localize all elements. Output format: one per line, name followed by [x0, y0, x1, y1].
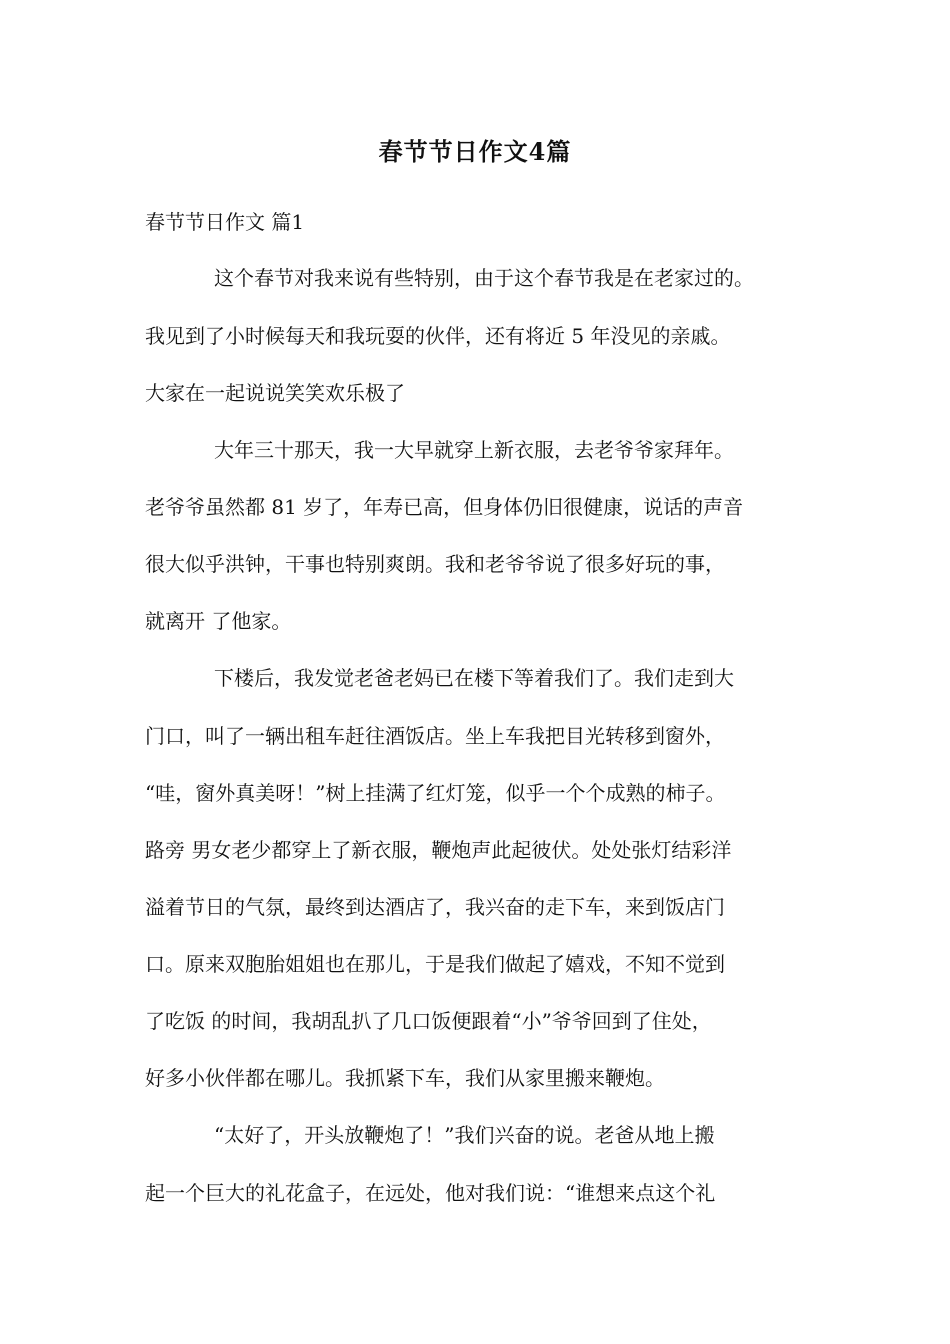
paragraph-line: 门口，叫了一辆出租车赶往酒饭店。坐上车我把目光转移到窗外，	[145, 724, 725, 748]
paragraph-line: 溢着节日的气氛，最终到达酒店了，我兴奋的走下车，来到饭店门	[145, 895, 725, 919]
paragraph-line: 起一个巨大的礼花盒子，在远处，他对我们说：“谁想来点这个礼	[145, 1181, 716, 1205]
document-title: 春节节日作文4篇	[378, 137, 572, 166]
paragraph-line: 路旁 男女老少都穿上了新衣服，鞭炮声此起彼伏。处处张灯结彩洋	[145, 838, 732, 862]
paragraph-line: 大家在一起说说笑笑欢乐极了	[145, 381, 405, 405]
paragraph-line: 好多小伙伴都在哪儿。我抓紧下车，我们从家里搬来鞭炮。	[145, 1066, 665, 1090]
paragraph-line: 了吃饭 的时间，我胡乱扒了几口饭便跟着“小”爷爷回到了住处，	[145, 1009, 712, 1033]
paragraph-line: 很大似乎洪钟，干事也特别爽朗。我和老爷爷说了很多好玩的事，	[145, 552, 725, 576]
paragraph-line: 口。原来双胞胎姐姐也在那儿，于是我们做起了嬉戏，不知不觉到	[145, 952, 725, 976]
paragraph-line: 老爷爷虽然都 81 岁了，年寿已高，但身体仍旧很健康，说话的声音	[145, 495, 744, 519]
paragraph-line: “哇，窗外真美呀！”树上挂满了红灯笼，似乎一个个成熟的柿子。	[145, 781, 726, 805]
paragraph-line: “太好了，开头放鞭炮了！”我们兴奋的说。老爸从地上搬	[214, 1123, 715, 1147]
paragraph-line: 我见到了小时候每天和我玩耍的伙伴，还有将近 5 年没见的亲戚。	[145, 324, 731, 348]
section-heading: 春节节日作文 篇1	[145, 210, 305, 234]
paragraph-line: 这个春节对我来说有些特别，由于这个春节我是在老家过的。	[214, 266, 754, 290]
paragraph-line: 下楼后，我发觉老爸老妈已在楼下等着我们了。我们走到大	[214, 666, 734, 690]
paragraph-line: 就离开 了他家。	[145, 609, 292, 633]
paragraph-line: 大年三十那天，我一大早就穿上新衣服，去老爷爷家拜年。	[214, 438, 734, 462]
